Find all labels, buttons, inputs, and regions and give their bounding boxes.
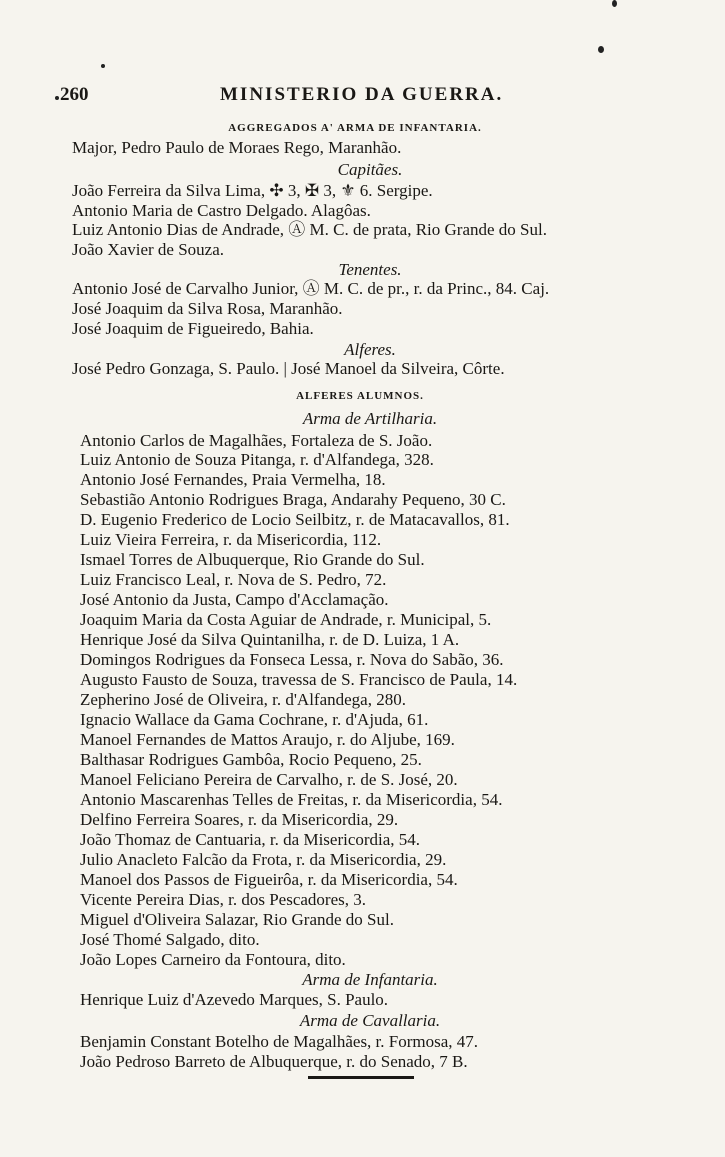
print-speck — [101, 64, 105, 68]
roster-entry: Henrique José da Silva Quintanilha, r. de D. Luiza, 1 A. — [80, 630, 460, 649]
subsection-heading: ALFERES ALUMNOS. — [296, 390, 424, 402]
subsection-heading: Arma de Infantaria. — [302, 970, 438, 989]
roster-entry: João Lopes Carneiro da Fontoura, dito. — [80, 950, 346, 969]
roster-entry: Luiz Antonio Dias de Andrade, Ⓐ M. C. de prata, Rio Grande do Sul. — [72, 220, 547, 239]
subsection-heading: Capitães. — [337, 160, 403, 179]
roster-entry: José Thomé Salgado, dito. — [80, 930, 260, 949]
roster-entry: Delfino Ferreira Soares, r. da Misericordia, 29. — [80, 810, 399, 829]
roster-entry: D. Eugenio Frederico de Locio Seilbitz, r. de Matacavallos, 81. — [80, 510, 510, 529]
roster-entry: Julio Anacleto Falcão da Frota, r. da Misericordia, 29. — [80, 850, 447, 869]
ministry-title: MINISTERIO DA GUERRA. — [220, 84, 504, 105]
roster-entry: José Joaquim da Silva Rosa, Maranhão. — [72, 299, 343, 318]
subsection-heading: Arma de Cavallaria. — [299, 1011, 441, 1030]
roster-entry: Antonio José de Carvalho Junior, Ⓐ M. C. de pr., r. da Princ., 84. Caj. — [72, 279, 550, 298]
roster-entry: Antonio Mascarenhas Telles de Freitas, r. da Misericordia, 54. — [80, 790, 503, 809]
roster-entry: João Xavier de Souza. — [72, 240, 225, 259]
roster-entry: Benjamin Constant Botelho de Magalhães, r. Formosa, 47. — [80, 1032, 479, 1051]
roster-entry: Balthasar Rodrigues Gambôa, Rocio Pequeno, 25. — [80, 750, 422, 769]
subsection-heading: Tenentes. — [338, 260, 402, 279]
roster-entry: Antonio José Fernandes, Praia Vermelha, 18. — [80, 470, 386, 489]
roster-entry: Manoel Feliciano Pereira de Carvalho, r. de S. José, 20. — [80, 770, 458, 789]
subsection-heading: Arma de Artilharia. — [302, 409, 438, 428]
running-head — [60, 84, 660, 110]
roster-entry: Zepherino José de Oliveira, r. d'Alfandega, 280. — [80, 690, 406, 709]
end-rule — [308, 1076, 414, 1079]
roster-entry: José Pedro Gonzaga, S. Paulo. | José Manoel da Silveira, Côrte. — [72, 359, 505, 378]
roster-entry: Luiz Vieira Ferreira, r. da Misericordia, 112. — [80, 530, 382, 549]
roster-entry: João Thomaz de Cantuaria, r. da Misericordia, 54. — [80, 830, 421, 849]
page-number: 260 — [60, 84, 89, 105]
roster-entry: José Joaquim de Figueiredo, Bahia. — [72, 319, 314, 338]
roster-entry: Ignacio Wallace da Gama Cochrane, r. d'Ajuda, 61. — [80, 710, 429, 729]
roster-entry: Augusto Fausto de Souza, travessa de S. Francisco de Paula, 14. — [80, 670, 518, 689]
print-speck — [55, 96, 59, 100]
roster-entry: Vicente Pereira Dias, r. dos Pescadores, 3. — [80, 890, 367, 909]
roster-entry: Luiz Antonio de Souza Pitanga, r. d'Alfandega, 328. — [80, 450, 434, 469]
section-heading: AGGREGADOS A' ARMA DE INFANTARIA. — [228, 122, 482, 134]
roster-entry: José Antonio da Justa, Campo d'Acclamação. — [80, 590, 389, 609]
roster-entry: Antonio Carlos de Magalhães, Fortaleza de S. João. — [80, 431, 433, 450]
print-speck — [612, 0, 617, 7]
roster-entry: Manoel dos Passos de Figueirôa, r. da Misericordia, 54. — [80, 870, 458, 889]
roster-entry: Domingos Rodrigues da Fonseca Lessa, r. Nova do Sabão, 36. — [80, 650, 504, 669]
roster-entry: João Ferreira da Silva Lima, ✣ 3, ✠ 3, ⚜ 6. Sergipe. — [72, 181, 433, 200]
roster-entry: Henrique Luiz d'Azevedo Marques, S. Paulo. — [80, 990, 389, 1009]
roster-entry: Antonio Maria de Castro Delgado. Alagôas. — [72, 201, 371, 220]
roster-entry: Sebastião Antonio Rodrigues Braga, Andarahy Pequeno, 30 C. — [80, 490, 506, 509]
subsection-heading: Alferes. — [344, 340, 396, 359]
print-speck — [598, 46, 604, 53]
roster-entry: Miguel d'Oliveira Salazar, Rio Grande do Sul. — [80, 910, 394, 929]
roster-entry: João Pedroso Barreto de Albuquerque, r. do Senado, 7 B. — [80, 1052, 468, 1071]
roster-entry: Manoel Fernandes de Mattos Araujo, r. do Aljube, 169. — [80, 730, 455, 749]
roster-entry: Major, Pedro Paulo de Moraes Rego, Maranhão. — [72, 138, 402, 157]
roster-entry: Ismael Torres de Albuquerque, Rio Grande do Sul. — [80, 550, 425, 569]
roster-entry: Luiz Francisco Leal, r. Nova de S. Pedro, 72. — [80, 570, 387, 589]
roster-entry: Joaquim Maria da Costa Aguiar de Andrade, r. Municipal, 5. — [80, 610, 492, 629]
